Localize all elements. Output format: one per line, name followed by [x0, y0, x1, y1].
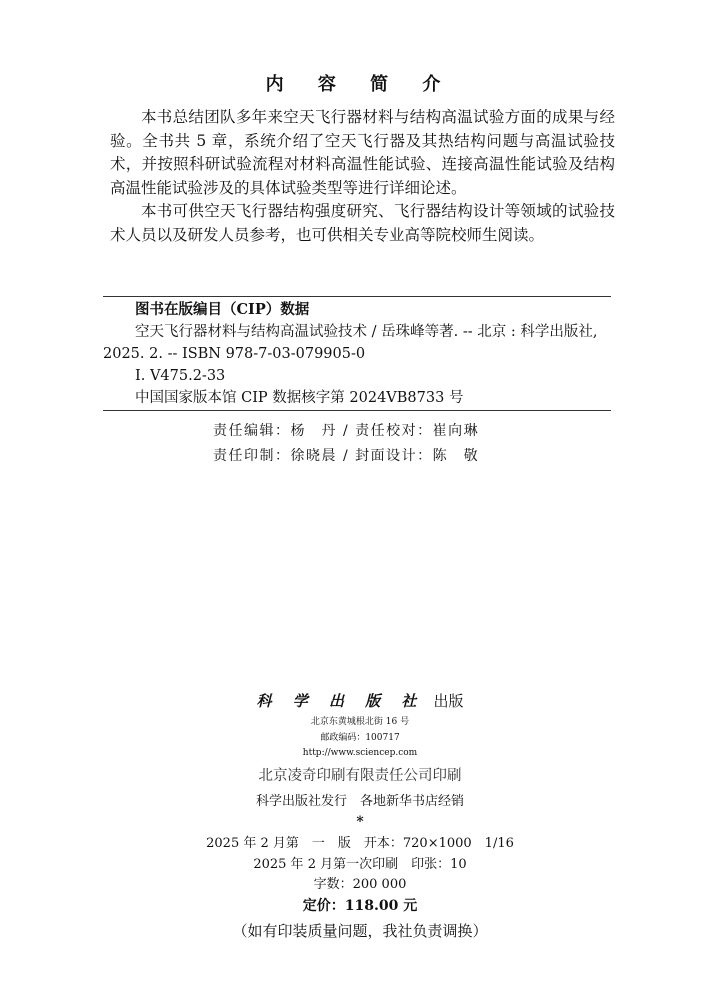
intro-title: 内 容 简 介 — [265, 74, 455, 95]
publisher-suffix: 出版 — [433, 692, 464, 710]
editor-credits — [213, 419, 633, 469]
intro-summary — [110, 106, 615, 247]
cip-heading: 图书在版编目（CIP）数据 — [135, 301, 310, 318]
printer-name: 北京凌奇印刷有限责任公司印刷 — [258, 768, 462, 784]
quality-notice: （如有印装质量问题，我社负责调换） — [232, 922, 488, 940]
editor-line-1: 责任编辑：杨 丹 / 责任校对：崔向琳 — [213, 423, 480, 439]
intro-paragraph-2: 本书可供空天飞行器结构强度研究、飞行器结构设计等领域的试验技术人员以及研发人员参考，也可供相关专业高等院校师生阅读。 — [110, 202, 615, 244]
intro-paragraph-1: 本书总结团队多年来空天飞行器材料与结构高温试验方面的成果与经验。全书共 5 章，系统介绍了空天飞行器及其热结构问题与高温试验技术，并按照科研试验流程对材料高温性能试验、连接高温性能试验及结构高温性能试验涉及的具体试验类型等进行详细论述。 — [110, 108, 615, 197]
edition-info: 2025 年 2 月第 一 版 开本：720×1000 1/16 — [206, 836, 514, 851]
publisher-name: 科 学 出 版 社 — [256, 692, 425, 710]
cip-record: 空天飞行器材料与结构高温试验技术 / 岳珠峰等著. -- 北京 : 科学出版社, 2025. 2. -- ISBN 978-7-03-079905-0 — [103, 324, 598, 362]
cip-number: 中国国家版本馆 CIP 数据核字第 2024VB8733 号 — [135, 390, 464, 406]
printing-info: 2025 年 2 月第一次印刷 印张：10 — [253, 857, 467, 872]
editor-line-2: 责任印制：徐晓晨 / 封面设计：陈 敬 — [213, 448, 480, 464]
publisher-website: http://www.sciencep.com — [302, 748, 418, 758]
distribution-info: 科学出版社发行 各地新华书店经销 — [255, 794, 464, 809]
cip-classification: Ⅰ. V475.2-33 — [135, 368, 226, 384]
publisher-postcode: 邮政编码：100717 — [320, 733, 400, 743]
publisher-address: 北京东黄城根北街 16 号 — [310, 717, 410, 727]
cip-data-block — [103, 296, 611, 411]
separator-star: * — [356, 814, 364, 830]
price: 定价：118.00 元 — [302, 898, 418, 914]
word-count: 字数：200 000 — [313, 877, 407, 892]
publisher-block — [0, 690, 720, 711]
